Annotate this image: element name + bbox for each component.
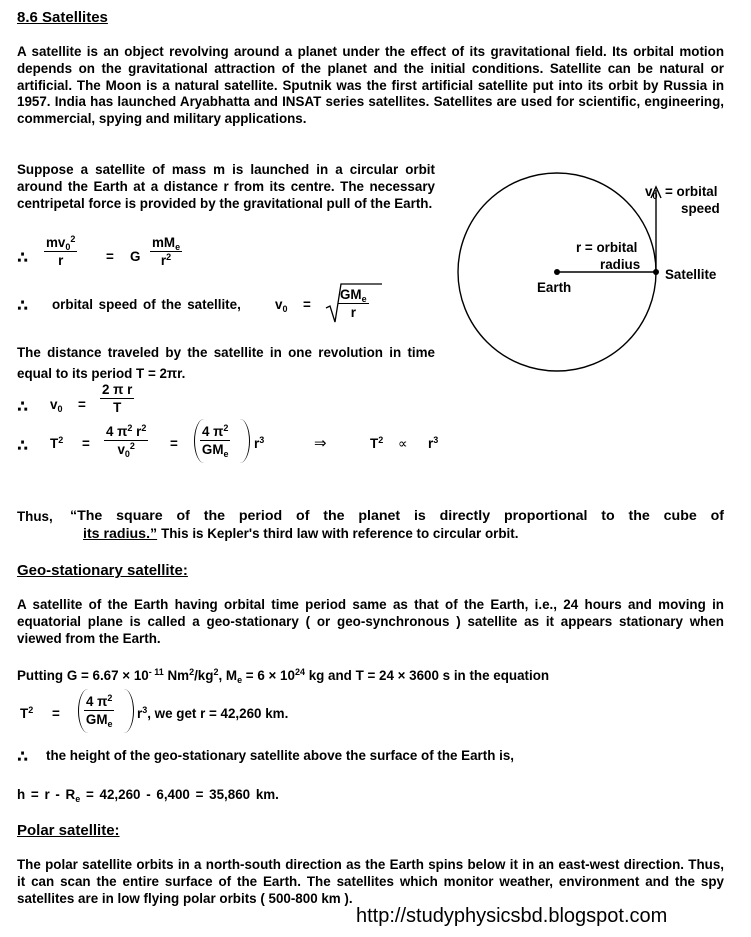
eq4-lhs: $T^2$ bbox=[50, 435, 64, 451]
radius-label-line1: r = orbital bbox=[576, 240, 638, 255]
therefore-symbol: ∴ bbox=[17, 438, 29, 455]
suppose-paragraph: Suppose a satellite of mass m is launched in a circular orbit around the Earth at a distance r from its centre. The necessary centripetal force is provided by the gravitational pull of the Earth. bbox=[17, 162, 435, 211]
distance-paragraph: The distance traveled by the satellite in one revolution in time equal to its period T = 2πr. bbox=[17, 345, 435, 381]
height-text: the height of the geo-stationary satellite above the surface of the Earth is, bbox=[46, 748, 515, 763]
v0-symbol: $v_0$ bbox=[645, 184, 658, 201]
eq2-text: orbital speed of the satellite, bbox=[52, 297, 241, 312]
eq3-fraction: $\frac{\text{2 π r}}{T}$ bbox=[102, 382, 133, 415]
eq4-equals: = bbox=[82, 436, 90, 451]
eq3-equals: = bbox=[78, 397, 86, 412]
eq2-equals: = bbox=[303, 297, 311, 312]
section-title: 8.6 Satellites bbox=[17, 9, 108, 26]
eq2-lhs: $v_0$ bbox=[275, 297, 288, 314]
therefore-symbol: ∴ bbox=[17, 399, 29, 416]
v0-label-line2: speed bbox=[681, 201, 720, 216]
therefore-symbol: ∴ bbox=[17, 298, 29, 315]
kepler-quote-line2: its radius.” This is Kepler's third law with reference to circular orbit. bbox=[83, 526, 519, 542]
eq4-equals-2: = bbox=[170, 436, 178, 451]
eq4-T-squared: $T^2$ bbox=[370, 435, 384, 451]
v0-label-line1: = orbital bbox=[665, 184, 718, 199]
kepler-quote-line1: “The square of the period of the planet is directly proportional to the cube of bbox=[70, 508, 724, 524]
geo-stationary-paragraph: A satellite of the Earth having orbital time period same as that of the Earth, i.e., 24 hours and moving in equatorial plane is called a geo-stationary ( or geo-synchronous ) satellite as it appears stationary when viewed from the Earth. bbox=[17, 597, 724, 646]
polar-heading: Polar satellite: bbox=[17, 822, 120, 839]
eq5-r-cube: $r^3$, we get r = 42,260 km. bbox=[137, 705, 289, 721]
eq4-r-cube-2: $r^3$ bbox=[428, 435, 439, 451]
implies-symbol: ⇒ bbox=[314, 435, 327, 452]
kepler-statement bbox=[70, 507, 724, 543]
intro-paragraph: A satellite is an object revolving around a planet under the effect of its gravitational field. Its orbital motion depends on the gravitational attraction of the planet and the initial conditions. Satellite can be natural or artificial. The Moon is a natural satellite. Sputnik was the first artificial satellite put into its orbit by Russia in 1957. India has launched Aryabhatta and INSAT series satellites. Satellites are used for scientific, engineering, commercial, spying and military applications. bbox=[17, 44, 724, 127]
geo-stationary-heading: Geo-stationary satellite: bbox=[17, 562, 188, 579]
eq3-lhs: $v_0$ bbox=[50, 397, 63, 414]
polar-paragraph: The polar satellite orbits in a north-south direction as the Earth spins below it in an east-west direction. Thus, it can scan the entire surface of the Earth. The satellites which monitor weather, environment and the spy satellites are in low flying polar orbits ( 500-800 km ). bbox=[17, 857, 724, 906]
earth-dot bbox=[554, 269, 560, 275]
eq4-r-cube: $r^3$ bbox=[254, 435, 265, 451]
radius-label-line2: radius bbox=[600, 257, 641, 272]
therefore-symbol: ∴ bbox=[17, 250, 29, 267]
eq1-lhs-fraction: $\frac{mv_0^2}{r}$ bbox=[46, 234, 76, 268]
source-url[interactable]: http://studyphysicsbd.blogspot.com bbox=[356, 905, 668, 927]
satellite-label: Satellite bbox=[665, 267, 717, 282]
eq1-equals: = bbox=[106, 249, 114, 264]
height-equation: $h = r - R_e = 42,260 - 6,400 = 35,860$ km. bbox=[17, 787, 279, 804]
eq5-fraction: 4 $\pi^2$ $GM_e$ bbox=[85, 693, 113, 729]
eq5-equals: = bbox=[52, 706, 60, 721]
eq2-fraction: $GM_e$ r bbox=[340, 287, 367, 320]
thus-label: Thus, bbox=[17, 509, 53, 524]
eq5-lhs: $T^2$ bbox=[20, 705, 34, 721]
eq4-fraction-2: 4 $\pi^2$ $GM_e$ bbox=[201, 423, 229, 459]
putting-values-line: Putting $G = 6.67 \times 10^{- 11}$ $Nm^2/kg^2$, $M_e = 6 \times 10^{24}$ kg and T = 24 × 3600 s in the equation bbox=[17, 667, 550, 685]
earth-label: Earth bbox=[537, 280, 572, 295]
eq1-G: G bbox=[130, 249, 141, 264]
proportional-symbol: ∝ bbox=[398, 436, 408, 451]
eq4-fraction-1: $\frac{4 \pi^2 r^2}{v_0^2}$ bbox=[106, 423, 147, 459]
therefore-symbol: ∴ bbox=[17, 749, 29, 766]
eq1-rhs-fraction: $mM_e$ $r^2$ bbox=[152, 235, 181, 268]
